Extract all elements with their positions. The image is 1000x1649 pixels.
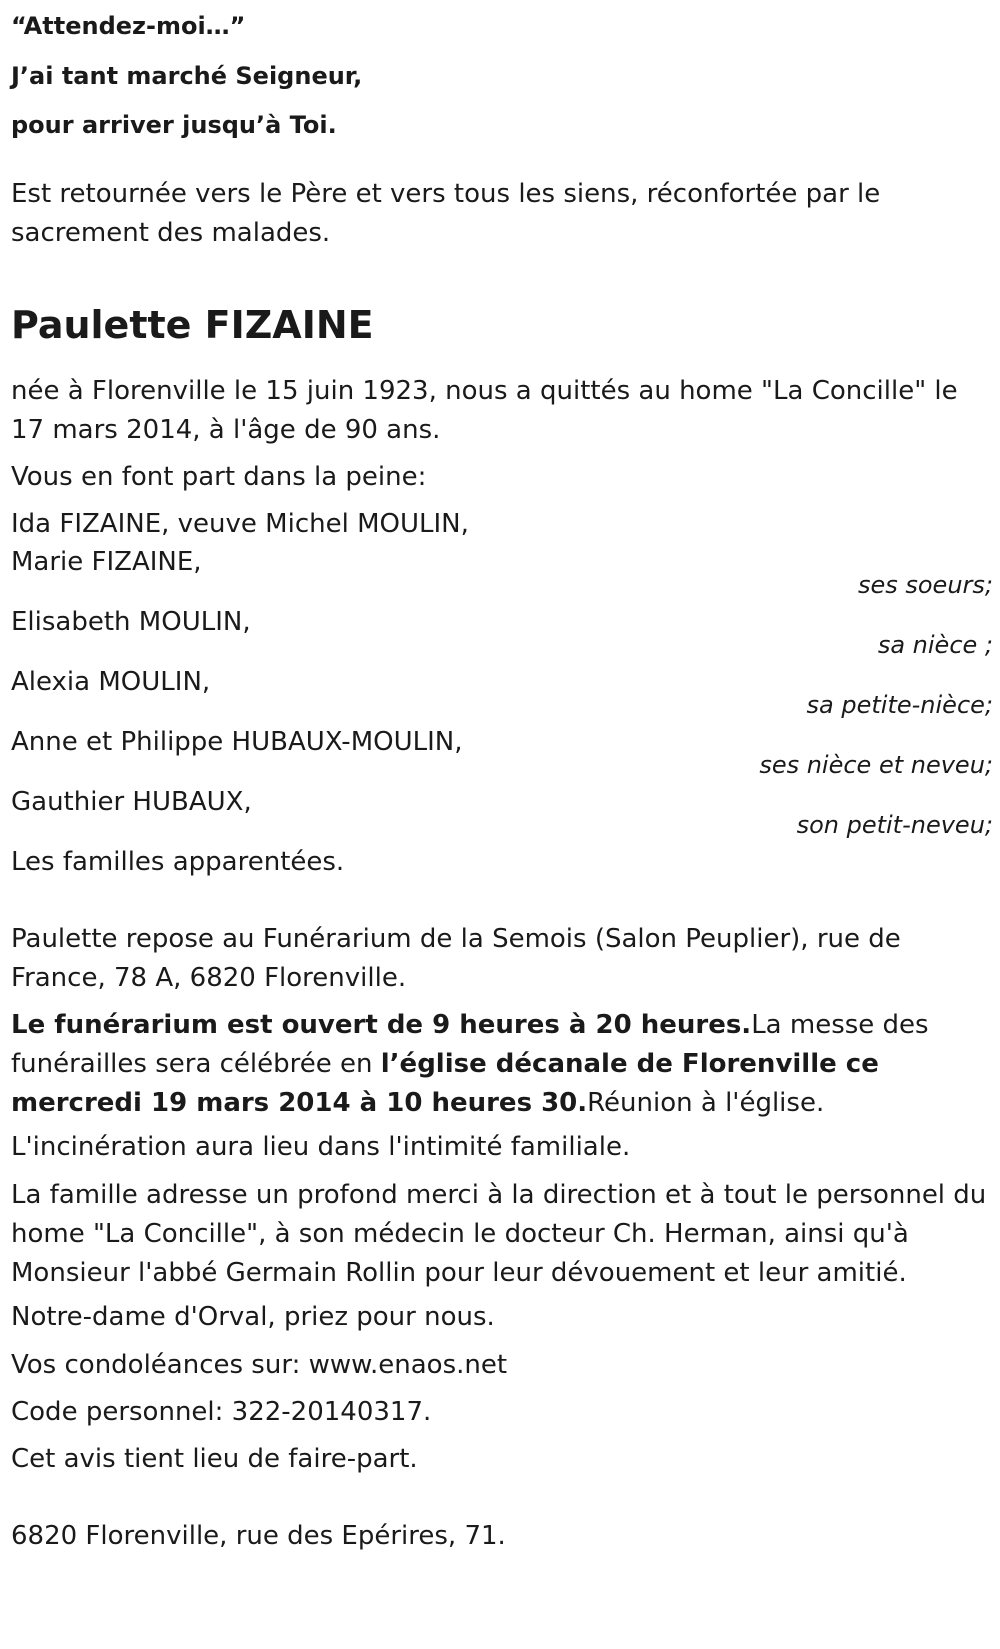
funerarium-hours: Le funérarium est ouvert de 9 heures à 20 heures. bbox=[11, 1010, 752, 1040]
mass-text: La messe des funérailles sera célébrée en bbox=[11, 1010, 929, 1079]
family-relation: son petit-neveu; bbox=[796, 811, 993, 839]
prayer-text: Notre-dame d'Orval, priez pour nous. bbox=[11, 1302, 495, 1332]
personal-code: Code personnel: 322-20140317. bbox=[11, 1397, 432, 1427]
family-names-2: Marie FIZAINE, bbox=[11, 547, 202, 577]
address-text: 6820 Florenville, rue des Epérires, 71. bbox=[11, 1521, 506, 1551]
thanks-text: La famille adresse un profond merci à la direction et à tout le personnel du home "La Concille", à son médecin le docteur Ch. Herman, ainsi qu'à Monsieur l'abbé Germain Rollin pour leur dévouement et leur amitié. bbox=[11, 1180, 987, 1288]
family-names: Alexia MOULIN, bbox=[11, 667, 211, 697]
family-names: Gauthier HUBAUX, bbox=[11, 787, 252, 817]
condolences-text: Vos condoléances sur: www.enaos.net bbox=[11, 1350, 508, 1380]
gathering-text: Réunion à l'église. bbox=[587, 1088, 825, 1118]
service-text bbox=[11, 1006, 993, 1123]
family-relation: sa petite-nièce; bbox=[806, 691, 993, 719]
announcement-text: Vous en font part dans la peine: bbox=[11, 462, 427, 492]
family-names: Ida FIZAINE, veuve Michel MOULIN, bbox=[11, 509, 469, 539]
repose-text: Paulette repose au Funérarium de la Semois (Salon Peuplier), rue de France, 78 A, 6820 Florenville. bbox=[11, 924, 901, 993]
families-text: Les familles apparentées. bbox=[11, 847, 345, 877]
birth-death-text: née à Florenville le 15 juin 1923, nous a quittés au home "La Concille" le 17 mars 2014, à l'âge de 90 ans. bbox=[11, 376, 958, 445]
epigraph-line-1: “Attendez-moi…” bbox=[11, 12, 246, 40]
intro-text: Est retournée vers le Père et vers tous les siens, réconfortée par le sacrement des malades. bbox=[11, 179, 881, 248]
family-relation: ses soeurs; bbox=[857, 571, 993, 599]
family-relation: sa nièce ; bbox=[877, 631, 993, 659]
family-names: Elisabeth MOULIN, bbox=[11, 607, 251, 637]
church-date: l’église décanale de Florenville ce mercredi 19 mars 2014 à 10 heures 30. bbox=[11, 1049, 879, 1118]
family-names: Anne et Philippe HUBAUX-MOULIN, bbox=[11, 727, 463, 757]
notice-text: Cet avis tient lieu de faire-part. bbox=[11, 1444, 418, 1474]
deceased-name: Paulette FIZAINE bbox=[11, 303, 374, 347]
incineration-text: L'incinération aura lieu dans l'intimité familiale. bbox=[11, 1132, 631, 1162]
epigraph-line-2: J’ai tant marché Seigneur, bbox=[11, 62, 363, 90]
epigraph-line-3: pour arriver jusqu’à Toi. bbox=[11, 111, 337, 139]
family-relation: ses nièce et neveu; bbox=[759, 751, 993, 779]
